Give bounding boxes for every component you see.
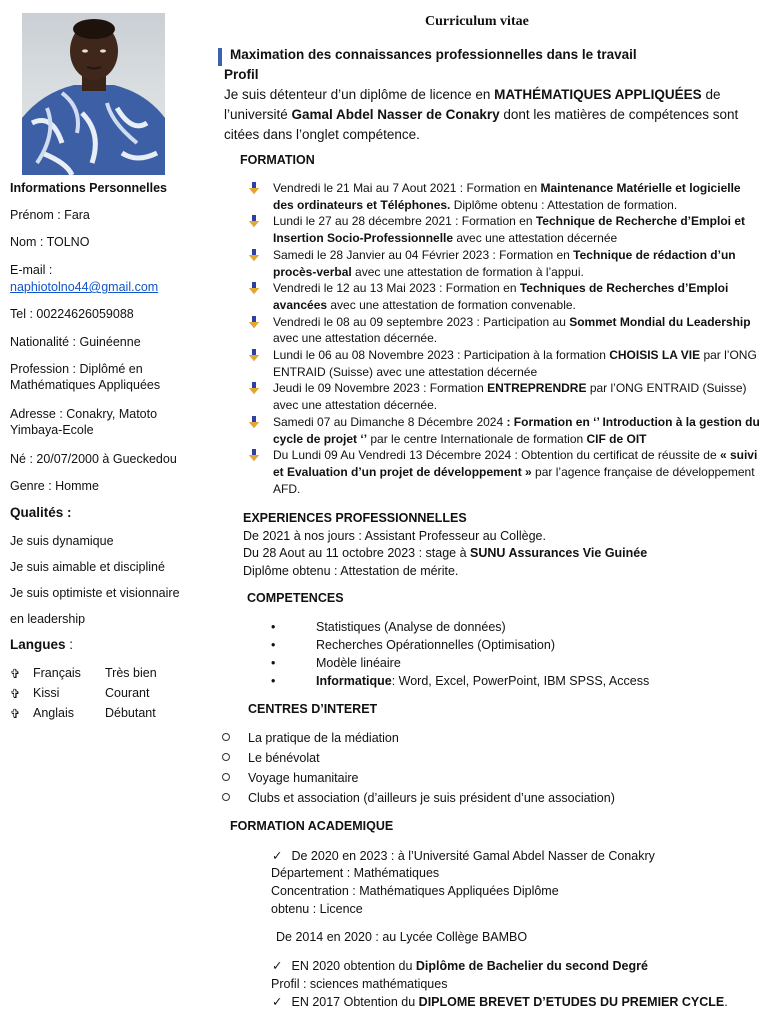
competence-text [316,674,649,688]
academic-line: De 2014 en 2020 : au Lycée Collège BAMBO [276,930,528,944]
experience-company: SUNU Assurances Vie Guinée [470,546,648,560]
experience-line: Diplôme obtenu : Attestation de mérite. [243,564,459,578]
formation-text: avec une attestation décernée. [273,331,438,346]
formation-text: Diplôme obtenu : Attestation de formation. [450,197,678,212]
experiences-heading: EXPERIENCES PROFESSIONNELLES [243,511,467,525]
bullet-icon: • [271,656,276,670]
interest-text: Le bénévolat [248,751,320,765]
academic-diploma: Diplôme de Bachelier du second Degré [415,959,648,973]
formation-item [247,280,762,313]
academic-text: De 2020 en 2023 : à l’Université Gamal Abdel Nasser de Conakry [291,849,655,863]
formation-item [247,380,762,413]
formation-text: Du Lundi 09 Au Vendredi 13 Décembre 2024 : Obtention du certificat de réussite de [273,448,720,463]
formation-text: Lundi le 27 au 28 décembre 2021 : Formation en [273,214,536,229]
email-link[interactable]: naphiotolno44@gmail.com [10,280,159,294]
academic-text: . [724,995,728,1009]
profile-text [224,85,764,145]
objective-title: Maximation des connaissances professionnelles dans le travail [230,47,637,62]
circle-bullet-icon [222,773,230,781]
checkmark-icon: ✓ [272,995,283,1009]
formation-topic: Sommet Mondial du Leadership [569,314,751,329]
arrow-bullet-icon [247,181,261,195]
person-portrait-icon [22,13,165,175]
quality-item: Je suis optimiste et visionnaire [10,586,180,600]
formation-text: Lundi le 06 au 08 Novembre 2023 : Participation à la formation [273,348,610,363]
arrow-bullet-icon [247,381,261,395]
profession: Profession : Diplômé en Mathématiques Appliquées [10,362,161,392]
formation-item [247,213,762,246]
quality-item: Je suis aimable et discipliné [10,560,165,574]
languages-heading [10,637,73,653]
language-level: Débutant [105,706,156,720]
cross-bullet-icon: ✞ [10,707,21,721]
circle-bullet-icon [222,753,230,761]
competence-text: Statistiques (Analyse de données) [316,620,506,634]
address: Adresse : Conakry, Matoto Yimbaya-Ecole [10,407,158,437]
formation-text: Samedi le 28 Janvier au 04 Février 2023 : Formation en [273,247,574,262]
bullet-icon: • [271,620,276,634]
formation-topic: : Formation en ‘’ Introduction à la gestion du cycle de projet ‘’ [273,414,760,446]
interests-heading: CENTRES D’INTERET [248,702,378,716]
experience-text: Du 28 Aout au 11 octobre 2023 : stage à [243,546,471,560]
academic-entry [272,957,648,975]
checkmark-icon: ✓ [272,849,283,863]
academic-entry [272,847,655,865]
formation-text: Vendredi le 12 au 13 Mai 2023 : Formation en [273,281,520,296]
academic-line: Concentration : Mathématiques Appliquées Diplôme [271,884,559,898]
profile-text-part: dont les matières de compétences sont citées dans l’onglet compétence. [224,107,739,142]
formation-topic: Maintenance Matérielle et logicielle des ordinateurs et Téléphones. [273,181,741,212]
experience-line: De 2021 à nos jours : Assistant Professeur au Collège. [243,529,546,543]
cross-bullet-icon: ✞ [10,687,21,701]
academic-line: obtenu : Licence [271,902,363,916]
bullet-icon: • [271,638,276,652]
arrow-bullet-icon [247,348,261,362]
academic-entry [272,993,728,1011]
formation-text: par l’ONG ENTRAID (Suisse) avec une attestation décernée. [273,381,747,413]
circle-bullet-icon [222,733,230,741]
page-title: Curriculum vitae [425,14,529,29]
formation-list [247,180,762,497]
languages-heading-colon: : [65,637,74,652]
informatique-text: : Word, Excel, PowerPoint, IBM SPSS, Access [391,674,650,688]
formation-item [247,247,762,280]
formation-item [247,347,762,380]
academic-line: Département : Mathématiques [271,866,440,880]
academic-heading: FORMATION ACADEMIQUE [230,819,394,833]
first-name: Prénom : Fara [10,208,90,222]
profile-university: Gamal Abdel Nasser de Conakry [291,107,500,122]
interest-text: La pratique de la médiation [248,731,399,745]
formation-topic: CHOISIS LA VIE [609,348,701,363]
formation-text: Vendredi le 21 Mai au 7 Aout 2021 : Formation en [273,181,541,195]
email-label: E-mail : [10,263,53,277]
formation-text: par le centre Internationale de formation [367,431,587,446]
informatique-label: Informatique [316,674,392,688]
qualities-heading: Qualités : [10,505,72,520]
formation-item [247,314,762,347]
arrow-bullet-icon [247,281,261,295]
competences-heading: COMPETENCES [247,591,344,605]
language-level: Très bien [105,666,157,680]
academic-text: EN 2020 obtention du [291,959,416,973]
formation-text: avec une attestation de formation à l’appui. [351,264,584,279]
experience-line [243,545,647,563]
formation-organization: CIF de OIT [586,431,647,446]
formation-text: par l’ONG ENTRAID (Suisse) avec une attestation décernée [273,348,757,379]
bullet-icon: • [271,674,276,688]
personal-info-heading: Informations Personnelles [10,181,167,195]
formation-topic: « suivi et Evaluation d’un projet de développement » [273,448,758,479]
arrow-bullet-icon [247,214,261,228]
cross-bullet-icon: ✞ [10,667,21,681]
formation-topic: ENTREPRENDRE [487,381,587,396]
profile-photo [22,13,165,175]
last-name: Nom : TOLNO [10,235,90,249]
profile-degree: MATHÉMATIQUES APPLIQUÉES [494,87,702,102]
formation-topic: Techniques de Recherches d’Emploi avancées [273,281,729,312]
arrow-bullet-icon [247,448,261,462]
formation-text: Samedi 07 au Dimanche 8 Décembre 2024 [273,414,507,429]
interest-text: Voyage humanitaire [248,771,359,785]
languages-heading-label: Langues [10,637,66,652]
phone: Tel : 00224626059088 [10,307,134,321]
profile-label: Profil [224,67,259,82]
competence-text: Recherches Opérationnelles (Optimisation) [316,638,555,652]
formation-text: avec une attestation décernée [453,231,618,246]
interest-text: Clubs et association (d’ailleurs je suis président d’une association) [248,791,615,805]
nationality: Nationalité : Guinéenne [10,335,141,349]
academic-text: EN 2017 Obtention du [291,995,419,1009]
formation-heading: FORMATION [240,153,315,167]
formation-topic: Technique de Recherche d’Emploi et Insertion Socio-Professionnelle [273,214,745,246]
competence-text: Modèle linéaire [316,656,401,670]
birth-info: Né : 20/07/2000 à Gueckedou [10,452,177,466]
formation-text: Jeudi le 09 Novembre 2023 : Formation [273,381,488,396]
language-name: Français [33,666,81,680]
language-name: Anglais [33,706,74,720]
checkmark-icon: ✓ [272,959,283,973]
quality-item: en leadership [10,612,86,626]
formation-topic: Technique de rédaction d’un procès-verbal [273,247,736,279]
profile-text-part: Je suis détenteur d’un diplôme de licence en [224,87,495,102]
language-level: Courant [105,686,150,700]
formation-text: par l’agence française de développement AFD. [273,464,755,496]
formation-text: avec une attestation de formation convenable. [327,297,576,312]
formation-item [247,447,762,497]
academic-line: Profil : sciences mathématiques [271,977,448,991]
academic-diploma: DIPLOME BREVET D’ETUDES DU PREMIER CYCLE [418,995,725,1009]
language-name: Kissi [33,686,60,700]
arrow-bullet-icon [247,248,261,262]
circle-bullet-icon [222,793,230,801]
formation-item [247,414,762,447]
arrow-bullet-icon [247,415,261,429]
formation-text: Vendredi le 08 au 09 septembre 2023 : Participation au [273,314,570,329]
gender: Genre : Homme [10,479,99,493]
formation-item [247,180,762,213]
quality-item: Je suis dynamique [10,534,114,548]
profile-text-part: de l’université [224,87,721,122]
arrow-bullet-icon [247,315,261,329]
objective-marker [218,48,222,66]
